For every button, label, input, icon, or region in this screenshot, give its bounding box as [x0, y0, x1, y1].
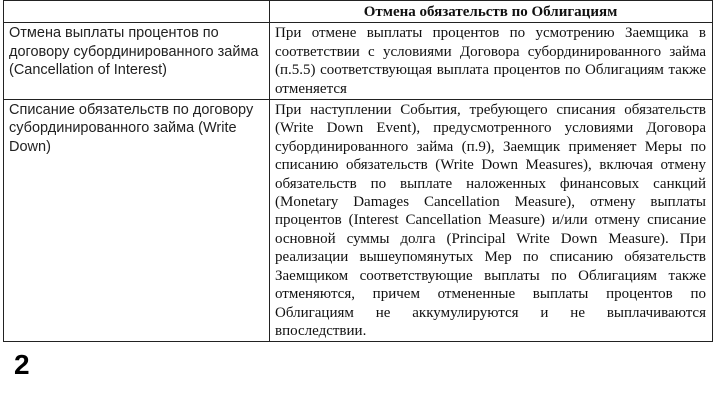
page-number: 2: [14, 349, 30, 380]
bond-obligations-table: [3, 0, 713, 342]
header-cell-title: Отмена обязательств по Облигациям: [270, 1, 713, 23]
term-cell: Списание обязательств по договору субординированного займа (Write Down): [4, 100, 270, 342]
table-row: [4, 23, 713, 100]
description-cell: При отмене выплаты процентов по усмотрению Заемщика в соответствии с условиями Договора субординированного займа (п.5.5) соответствующая выплата процентов по Облигациям также отменяется: [270, 23, 713, 100]
table-row: [4, 100, 713, 342]
header-cell-empty: [4, 1, 270, 23]
description-cell: При наступлении События, требующего списания обязательств (Write Down Event), предусмотренного условиями Договора субординированного займа (п.9), Заемщик применяет Меры по списанию обязательств (Write Down Measures), включая отмену обязательств по выплате наложенных финансовых санкций (Monetary Damages Cancellation Measure), отмену выплаты процентов (Interest Cancellation Measure) и/или отмену списание основной суммы долга (Principal Write Down Measure). При реализации вышеупомянутых Мер по списанию обязательств Заемщиком соответствующие выплаты по Облигациям также отменяются, причем отмененные выплаты процентов по Облигациям не аккумулируются и не выплачиваются впоследствии.: [270, 100, 713, 342]
term-cell: Отмена выплаты процентов по договору субординированного займа (Cancellation of Interest): [4, 23, 270, 100]
table-header-row: [4, 1, 713, 23]
